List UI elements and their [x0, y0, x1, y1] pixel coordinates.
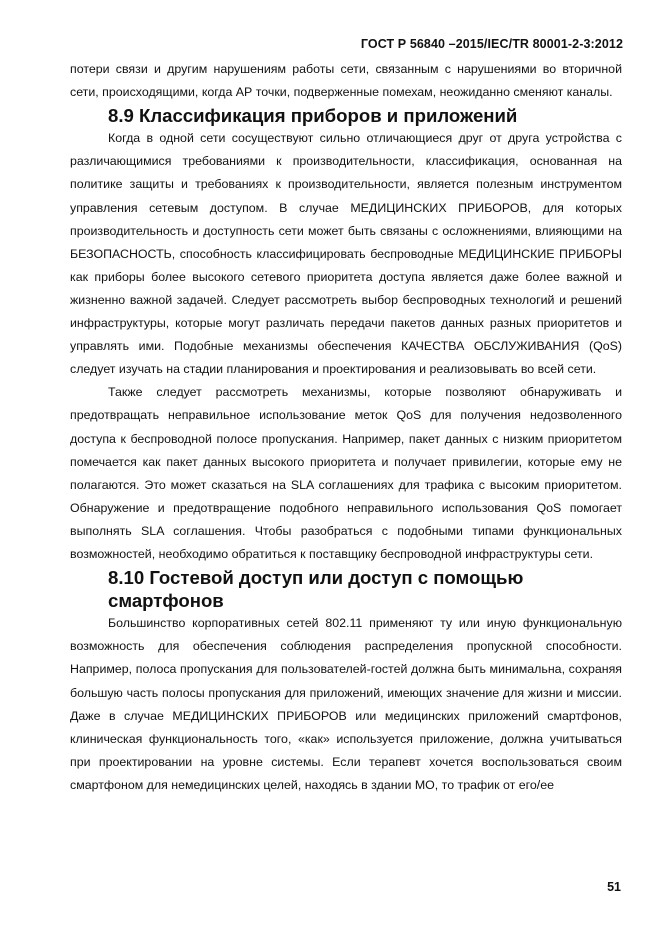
- paragraph-qos-misuse: Также следует рассмотреть механизмы, которые позволяют обнаруживать и предотвращать неправильное использование меток QoS для получения недозволенного доступа к беспроводной полосе пропускания. Например, пакет данных с низким приоритетом помечается как пакет данных высокого приоритета и получает привилегии, которые ему не полагаются. Это может сказаться на SLA соглашениях для трафика с высоким приоритетом. Обнаружение и предотвращение подобного неправильного использования QoS помогает выполнять SLA соглашения. Чтобы разобраться с подобными типами функциональных возможностей, необходимо обратиться к поставщику беспроводной инфраструктуры сети.: [70, 385, 622, 561]
- paragraph-continued: потери связи и другим нарушениям работы сети, связанным с нарушениями во вторичной сети, происходящими, когда АР точки, подверженные помехам, неожиданно сменяют каналы.: [70, 62, 622, 100]
- page-body: [70, 58, 622, 797]
- section-heading-8-10: 8.10 Гостевой доступ или доступ с помощью смартфонов: [108, 567, 524, 612]
- page-number: 51: [607, 880, 621, 894]
- section-heading-8-9: 8.9 Классификация приборов и приложений: [108, 105, 518, 127]
- document-header: ГОСТ Р 56840 –2015/IEC/TR 80001-2-3:2012: [360, 37, 623, 51]
- paragraph-classification: Когда в одной сети сосуществуют сильно отличающиеся друг от друга устройства с различающимися требованиями к производительности, классификация, основанная на политике защиты и требованиях к производительности, является полезным инструментом управления сетевым доступом. В случае МЕДИЦИНСКИХ ПРИБОРОВ, для которых производительность и доступность сети может быть связаны с осложнениями, влияющими на БЕЗОПАСНОСТЬ, способность классифицировать беспроводные МЕДИЦИНСКИЕ ПРИБОРЫ как приборы более высокого сетевого приоритета доступа является даже более важной и жизненно важной задачей. Следует рассмотреть выбор беспроводных технологий и решений инфраструктуры, которые могут различать передачи пакетов данных разных приоритетов и управлять ими. Подобные механизмы обеспечения КАЧЕСТВА ОБСЛУЖИВАНИЯ (QoS) следует изучать на стадии планирования и проектирования и реализовывать во всей сети.: [70, 131, 622, 377]
- paragraph-guest-access: Большинство корпоративных сетей 802.11 применяют ту или иную функциональную возможность для обеспечения соблюдения распределения пропускной способности. Например, полоса пропускания для пользователей-гостей должна быть минимальна, сохраняя большую часть полосы пропускания для приложений, имеющих значение для жизни и миссии. Даже в случае МЕДИЦИНСКИХ ПРИБОРОВ или медицинских приложений смартфонов, клиническая функциональность того, «как» используется приложение, должна учитываться при проектировании на уровне системы. Если терапевт хочется воспользоваться своим смартфоном для немедицинских целей, находясь в здании МО, то трафик от его/ее: [70, 616, 622, 792]
